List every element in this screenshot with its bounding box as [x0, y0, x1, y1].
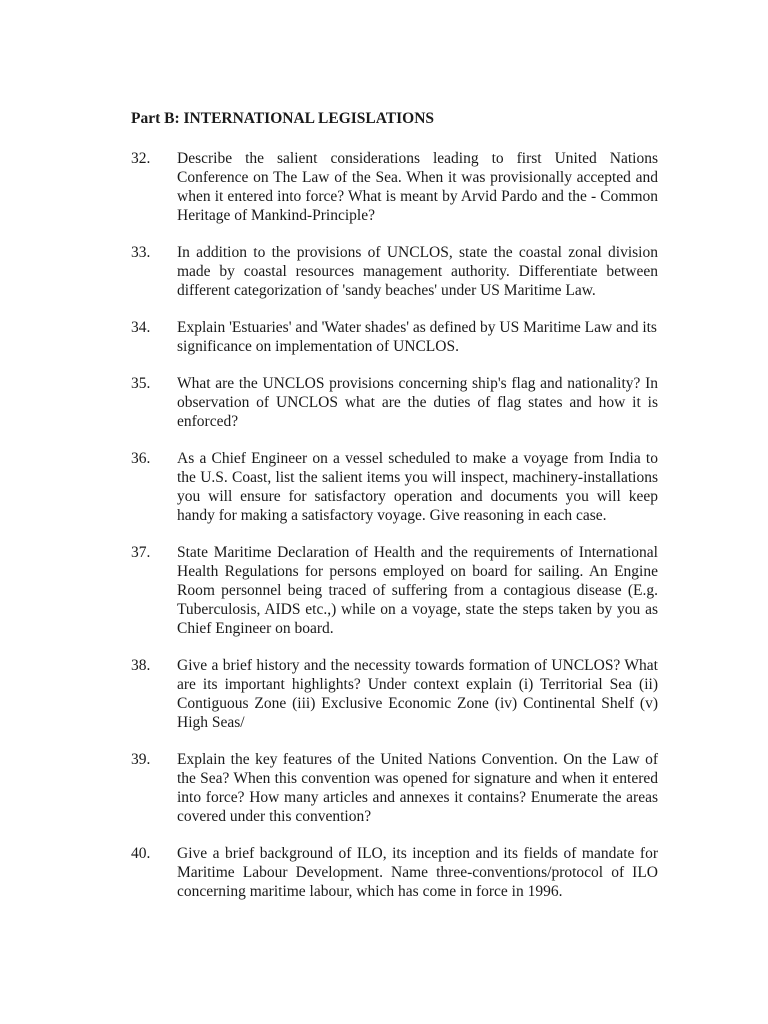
question-item	[131, 449, 658, 525]
question-item	[131, 374, 658, 431]
question-number: 38.	[131, 657, 151, 674]
question-list	[131, 149, 658, 919]
question-number: 40.	[131, 845, 151, 862]
question-text: What are the UNCLOS provisions concerning ship's flag and nationality? In observation of UNCLOS what are the duties of flag states and how it is enforced?	[177, 375, 658, 430]
question-text: Describe the salient considerations leading to first United Nations Conference on The Law of the Sea. When it was provisionally accepted and when it entered into force? What is meant by Arvid Pardo and the - Common Heritage of Mankind-Principle?	[177, 150, 658, 224]
question-number: 33.	[131, 244, 151, 261]
question-item	[131, 543, 658, 638]
question-text: Explain the key features of the United Nations Convention. On the Law of the Sea? When this convention was opened for signature and when it entered into force? How many articles and annexes it contains? Enumerate the areas covered under this convention?	[177, 751, 658, 825]
question-text: In addition to the provisions of UNCLOS, state the coastal zonal division made by coastal resources management authority. Differentiate between different categorization of 'sandy beaches' under US Maritime Law.	[177, 244, 658, 299]
question-number: 39.	[131, 751, 151, 768]
question-number: 37.	[131, 544, 151, 561]
question-number: 32.	[131, 150, 151, 167]
question-text: Give a brief background of ILO, its inception and its fields of mandate for Maritime Labour Development. Name three-conventions/protocol of ILO concerning maritime labour, which has come in force in 1996.	[177, 845, 658, 900]
question-number: 34.	[131, 319, 151, 336]
question-item	[131, 318, 658, 356]
section-heading: Part B: INTERNATIONAL LEGISLATIONS	[131, 110, 435, 127]
question-item	[131, 149, 658, 225]
question-text: As a Chief Engineer on a vessel scheduled to make a voyage from India to the U.S. Coast, list the salient items you will inspect, machinery-installations you will ensure for satisfactory operation and documents you will keep handy for making a satisfactory voyage. Give reasoning in each case.	[177, 450, 658, 524]
question-item	[131, 844, 658, 901]
question-text: Give a brief history and the necessity towards formation of UNCLOS? What are its important highlights? Under context explain (i) Territorial Sea (ii) Contiguous Zone (iii) Exclusive Economic Zone (iv) Continental Shelf (v) High Seas/	[177, 657, 658, 731]
question-item	[131, 656, 658, 732]
question-number: 35.	[131, 375, 151, 392]
question-item	[131, 243, 658, 300]
question-text: State Maritime Declaration of Health and the requirements of International Health Regulations for persons employed on board for sailing. An Engine Room personnel being traced of suffering from a contagious disease (E.g. Tuberculosis, AIDS etc.,) while on a voyage, state the steps taken by you as Chief Engineer on board.	[177, 544, 658, 637]
question-number: 36.	[131, 450, 151, 467]
question-text: Explain 'Estuaries' and 'Water shades' as defined by US Maritime Law and its significance on implementation of UNCLOS.	[177, 319, 657, 355]
question-item	[131, 750, 658, 826]
